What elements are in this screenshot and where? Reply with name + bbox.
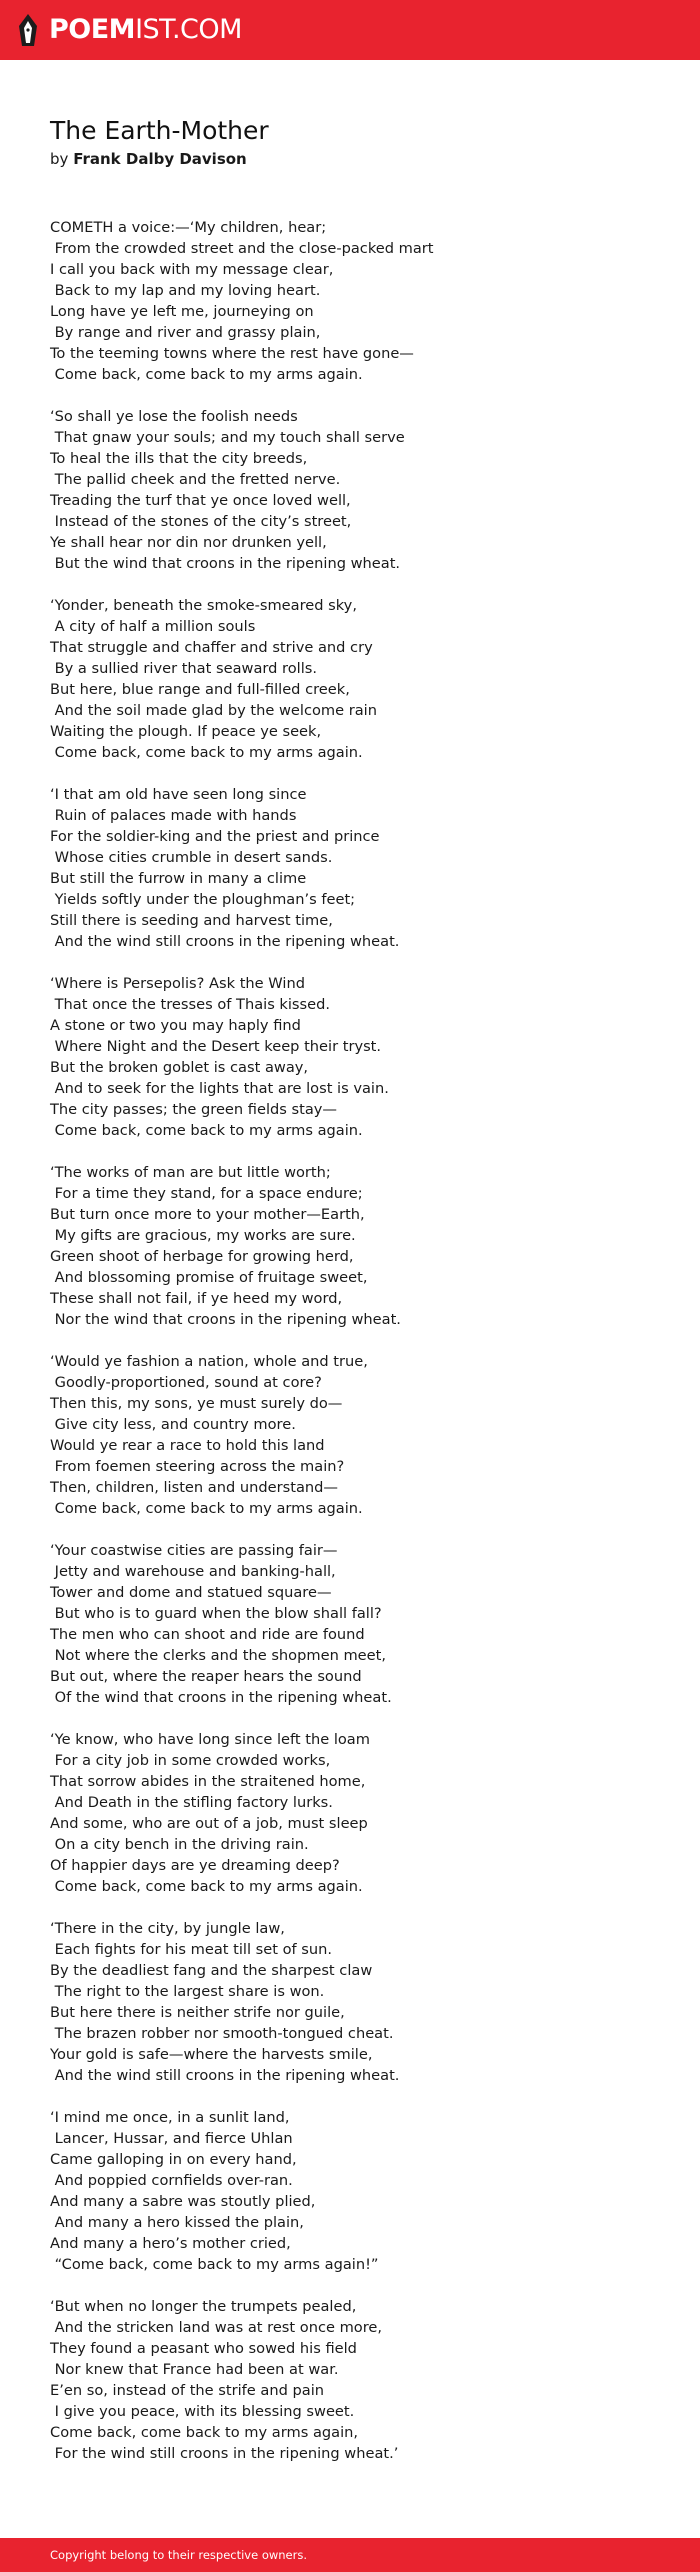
logo-wordmark-light: IST.COM (135, 14, 242, 45)
poem-line: Ruin of palaces made with hands (50, 807, 297, 824)
stanza (50, 2107, 670, 2275)
poem-line: And blossoming promise of fruitage sweet, (50, 1269, 368, 1286)
poem-line: And many a sabre was stoutly plied, (50, 2193, 316, 2210)
poem-line: “Come back, come back to my arms again!” (50, 2256, 379, 2273)
copyright-notice: Copyright belong to their respective owners. (50, 2548, 308, 2562)
stanza (50, 1540, 670, 1708)
poem-line: Waiting the plough. If peace ye seek, (50, 723, 322, 740)
stanza (50, 973, 670, 1141)
poem-line: The brazen robber nor smooth-tongued cheat. (50, 2025, 394, 2042)
logo-wordmark (49, 13, 242, 47)
poem-line: The pallid cheek and the fretted nerve. (50, 471, 341, 488)
poem-line: The men who can shoot and ride are found (50, 1626, 365, 1643)
poem-line: Then, children, listen and understand— (50, 1479, 339, 1496)
stanza (50, 595, 670, 763)
poem-line: Whose cities crumble in desert sands. (50, 849, 333, 866)
poem-line: Not where the clerks and the shopmen meet, (50, 1647, 386, 1664)
poem-line: These shall not fail, if ye heed my word, (50, 1290, 343, 1307)
stanza (50, 784, 670, 952)
poem-line: For the wind still croons in the ripening wheat.’ (50, 2445, 399, 2462)
poem-line: Back to my lap and my loving heart. (50, 282, 321, 299)
poem-line: ‘I mind me once, in a sunlit land, (50, 2109, 290, 2126)
poem-line: Ye shall hear nor din nor drunken yell, (50, 534, 327, 551)
author-name[interactable]: Frank Dalby Davison (73, 150, 247, 168)
poem-line: Then this, my sons, ye must surely do— (50, 1395, 343, 1412)
pen-nib-icon (17, 13, 39, 47)
poem-line: ‘Ye know, who have long since left the loam (50, 1731, 370, 1748)
poem-line: Jetty and warehouse and banking-hall, (50, 1563, 336, 1580)
poem-line: That sorrow abides in the straitened home, (50, 1773, 366, 1790)
footer-bar (0, 2538, 700, 2572)
poem-line: And many a hero’s mother cried, (50, 2235, 291, 2252)
stanza (50, 217, 670, 385)
poem-line: E’en so, instead of the strife and pain (50, 2382, 325, 2399)
poem-line: But here there is neither strife nor guile, (50, 2004, 345, 2021)
poem-line: Where Night and the Desert keep their tryst. (50, 1038, 382, 1055)
stanza (50, 1729, 670, 1897)
poem-line: A stone or two you may haply find (50, 1017, 301, 1034)
poem-line: Yields softly under the ploughman’s feet; (50, 891, 356, 908)
stanza (50, 2296, 670, 2464)
poem-line: By range and river and grassy plain, (50, 324, 321, 341)
poem-line: On a city bench in the driving rain. (50, 1836, 309, 1853)
poem-line: Come back, come back to my arms again. (50, 1500, 363, 1517)
logo-wordmark-bold: POEM (49, 14, 136, 45)
poem-line: Tower and dome and statued square— (50, 1584, 332, 1601)
poem-line: Of happier days are ye dreaming deep? (50, 1857, 340, 1874)
poem-line: To the teeming towns where the rest have gone— (50, 345, 414, 362)
poem-line: Came galloping in on every hand, (50, 2151, 297, 2168)
by-label: by (50, 150, 69, 168)
poem-line: And many a hero kissed the plain, (50, 2214, 304, 2231)
poem-line: ‘Where is Persepolis? Ask the Wind (50, 975, 305, 992)
poem-line: And Death in the stifling factory lurks. (50, 1794, 333, 1811)
poem-line: By the deadliest fang and the sharpest claw (50, 1962, 373, 1979)
poem-title: The Earth-Mother (50, 116, 269, 145)
poem-line: But here, blue range and full-filled creek, (50, 681, 350, 698)
poem-line: By a sullied river that seaward rolls. (50, 660, 317, 677)
poem-line: And to seek for the lights that are lost is vain. (50, 1080, 389, 1097)
poem-line: My gifts are gracious, my works are sure. (50, 1227, 356, 1244)
poem-line: From the crowded street and the close-packed mart (50, 240, 434, 257)
poem-line: Your gold is safe—where the harvests smile, (50, 2046, 373, 2063)
poem-body (50, 217, 670, 2485)
poem-line: And the wind still croons in the ripening wheat. (50, 933, 400, 950)
poem-line: But the wind that croons in the ripening wheat. (50, 555, 401, 572)
poem-line: But who is to guard when the blow shall fall? (50, 1605, 382, 1622)
poem-line: COMETH a voice:—‘My children, hear; (50, 219, 327, 236)
poem-line: Come back, come back to my arms again. (50, 1122, 363, 1139)
poem-line: But the broken goblet is cast away, (50, 1059, 309, 1076)
poem-line: For a city job in some crowded works, (50, 1752, 331, 1769)
poem-line: And the wind still croons in the ripening wheat. (50, 2067, 400, 2084)
poem-line: ‘So shall ye lose the foolish needs (50, 408, 298, 425)
poem-line: Goodly-proportioned, sound at core? (50, 1374, 322, 1391)
poem-line: And the stricken land was at rest once more, (50, 2319, 383, 2336)
poem-line: Of the wind that croons in the ripening wheat. (50, 1689, 392, 1706)
poem-line: Still there is seeding and harvest time, (50, 912, 333, 929)
poem-line: I give you peace, with its blessing sweet. (50, 2403, 355, 2420)
poem-line: From foemen steering across the main? (50, 1458, 345, 1475)
poem-line: That struggle and chaffer and strive and cry (50, 639, 373, 656)
poem-line: They found a peasant who sowed his field (50, 2340, 357, 2357)
poem-line: Treading the turf that ye once loved well, (50, 492, 351, 509)
poem-line: Come back, come back to my arms again. (50, 366, 363, 383)
poem-line: I call you back with my message clear, (50, 261, 334, 278)
poem-line: But out, where the reaper hears the sound (50, 1668, 362, 1685)
poem-line: Lancer, Hussar, and fierce Uhlan (50, 2130, 293, 2147)
poem-line: Would ye rear a race to hold this land (50, 1437, 325, 1454)
poem-line: And the soil made glad by the welcome rain (50, 702, 377, 719)
stanza (50, 406, 670, 574)
poem-line: The city passes; the green fields stay— (50, 1101, 338, 1118)
poem-line: Come back, come back to my arms again. (50, 1878, 363, 1895)
poem-line: Come back, come back to my arms again. (50, 744, 363, 761)
poem-line: ‘Your coastwise cities are passing fair— (50, 1542, 338, 1559)
stanza (50, 1918, 670, 2086)
poem-line: Long have ye left me, journeying on (50, 303, 314, 320)
poem-line: The right to the largest share is won. (50, 1983, 325, 2000)
poem-line: And some, who are out of a job, must sleep (50, 1815, 368, 1832)
byline (50, 147, 247, 171)
poem-line: Give city less, and country more. (50, 1416, 296, 1433)
poem-line: Nor the wind that croons in the ripening wheat. (50, 1311, 401, 1328)
poem-line: ‘But when no longer the trumpets pealed, (50, 2298, 357, 2315)
poem-line: ‘Would ye fashion a nation, whole and true, (50, 1353, 368, 1370)
poem-line: Nor knew that France had been at war. (50, 2361, 339, 2378)
poem-line: For a time they stand, for a space endure; (50, 1185, 363, 1202)
top-bar (0, 0, 700, 60)
poem-line: Instead of the stones of the city’s street, (50, 513, 352, 530)
poem-line: To heal the ills that the city breeds, (50, 450, 308, 467)
poem-line: A city of half a million souls (50, 618, 256, 635)
poem-line: For the soldier-king and the priest and prince (50, 828, 380, 845)
poem-line: Come back, come back to my arms again, (50, 2424, 359, 2441)
poem-line: Green shoot of herbage for growing herd, (50, 1248, 354, 1265)
poem-line: But still the furrow in many a clime (50, 870, 307, 887)
poem-line: That gnaw your souls; and my touch shall serve (50, 429, 405, 446)
stanza (50, 1351, 670, 1519)
poem-line: ‘Yonder, beneath the smoke-smeared sky, (50, 597, 357, 614)
poem-line: ‘I that am old have seen long since (50, 786, 307, 803)
poem-line: But turn once more to your mother—Earth, (50, 1206, 365, 1223)
stanza (50, 1162, 670, 1330)
poem-line: And poppied cornfields over-ran. (50, 2172, 293, 2189)
poemist-logo[interactable] (17, 13, 242, 47)
poem-line: That once the tresses of Thais kissed. (50, 996, 331, 1013)
poem-line: ‘The works of man are but little worth; (50, 1164, 331, 1181)
poem-line: Each fights for his meat till set of sun. (50, 1941, 333, 1958)
poem-line: ‘There in the city, by jungle law, (50, 1920, 285, 1937)
